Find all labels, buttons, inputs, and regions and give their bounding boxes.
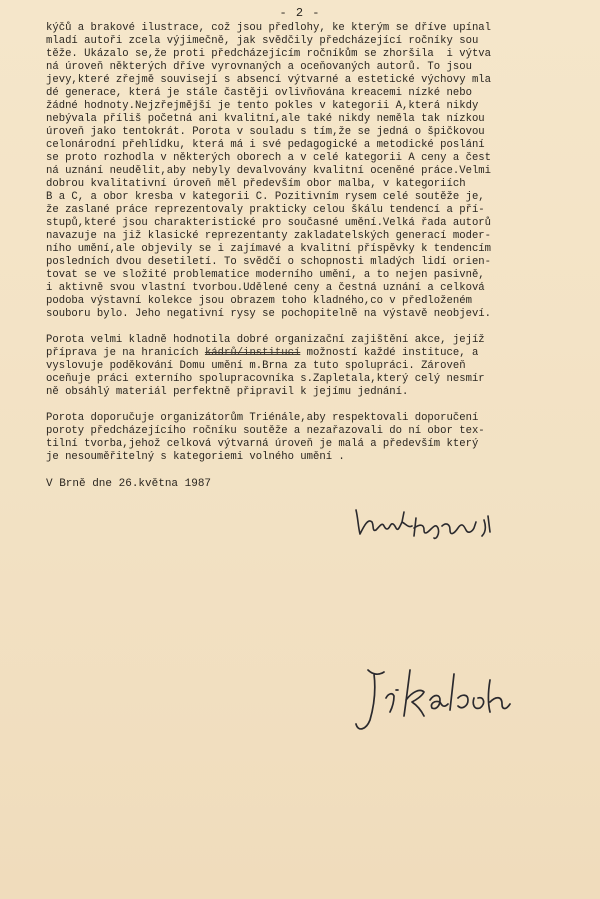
paragraph-2 <box>46 334 600 399</box>
text-line: se proto rozhodla v některých oborech a v celé kategorii A ceny a čest <box>46 152 492 164</box>
paragraph-spacer <box>46 399 600 412</box>
text-line: souboru bylo. Jeho negativní rysy se pochopitelně na výstavě neobjeví. <box>46 308 492 320</box>
text-line: těže. Ukázalo se,že proti předcházejícím ročníkům se zhoršila i výtva <box>46 48 492 60</box>
struck-text: kádrů/institucí <box>204 347 301 359</box>
text-line: mladí autoři zcela výjimečně, jak svědčily předcházející ročníky sou <box>46 35 479 47</box>
text-segment: příprava je na hranicích <box>46 347 205 359</box>
handwritten-signature-1 <box>350 496 530 546</box>
text-line: stupů,které jsou charakteristické pro současné umění.Velká řada autorů <box>46 217 492 229</box>
text-line: jevy,které zřejmě souvisejí s absencí výtvarné a estetické výchovy mla <box>46 74 492 86</box>
text-line: ního umění,ale objevily se i zajímavé a kvalitní příspěvky k tendencím <box>46 243 492 255</box>
text-line: že zaslané práce reprezentovaly prakticky celou škálu tendencí a pří- <box>46 204 485 216</box>
text-line: je nesouměřitelný s kategoriemi volného umění . <box>46 451 345 463</box>
text-line: B a C, a obor kresba v kategorii C. Pozitivním rysem celé soutěže je, <box>46 191 485 203</box>
text-line: tilní tvorba,jehož celková výtvarná úroveň je malá a především který <box>46 438 479 450</box>
text-line: ná uznání neudělit,aby nebyly devalvovány kvalitní oceněné práce.Velmi <box>46 165 492 177</box>
text-line: celonárodní přehlídku, která má i své pedagogické a metodické poslání <box>46 139 485 151</box>
text-line: vyslovuje poděkování Domu umění m.Brna za tuto spolupráci. Zároveň <box>46 360 466 372</box>
text-line: i aktivně svou vlastní tvorbou.Udělené ceny a čestná uznání a celková <box>46 282 485 294</box>
text-line: navazuje na již klasické reprezentanty zakladatelských generací moder- <box>46 230 492 242</box>
paragraph-spacer <box>46 321 600 334</box>
text-line: posledních dvou desetiletí. To svědčí o schopnosti mladých lidí orien- <box>46 256 492 268</box>
text-line: kýčů a brakové ilustrace, což jsou předlohy, ke kterým se dříve upínal <box>46 22 492 34</box>
paragraph-1 <box>46 22 600 321</box>
text-line: dé generace, která je stále častěji ovlivňována kreacemi nízké nebo <box>46 87 472 99</box>
text-line: nebývala příliš početná ani kvalitní,ale také nikdy neměla tak nízkou <box>46 113 485 125</box>
signature-2 <box>350 660 540 740</box>
text-line: poroty předcházejícího ročníku soutěže a nezařazovali do ní obor tex- <box>46 425 485 437</box>
paragraph-3 <box>46 412 600 464</box>
page-number: - 2 - <box>279 6 321 20</box>
text-line: dobrou kvalitativní úroveň měl především obor malba, v kategoriích <box>46 178 466 190</box>
text-line: Porota velmi kladně hodnotila dobré organizační zajištění akce, jejíž <box>46 334 485 346</box>
text-line-with-strike <box>46 347 600 360</box>
text-line: podoba výstavní kolekce jsou obrazem toho kladného,co v předloženém <box>46 295 472 307</box>
text-line: ně obsáhlý materiál perfektně připravil k jejímu jednání. <box>46 386 409 398</box>
body-text <box>46 22 600 464</box>
handwritten-signature-2 <box>350 660 540 740</box>
text-segment: možností každé instituce, a <box>300 347 479 359</box>
text-line: ná úroveň některých dříve vyrovnaných a oceňovaných autorů. To jsou <box>46 61 472 73</box>
signature-1 <box>350 496 530 546</box>
date-line: V Brně dne 26.května 1987 <box>46 478 212 490</box>
text-line: tovat se ve složité problematice moderního umění, a to nejen pasivně, <box>46 269 485 281</box>
text-line: oceňuje práci externího spolupracovníka s.Zapletala,který celý nesmír <box>46 373 485 385</box>
text-line: žádné hodnoty.Nejzřejmější je tento pokles v kategorii A,která nikdy <box>46 100 479 112</box>
text-line: Porota doporučuje organizátorům Triénále,aby respektovali doporučení <box>46 412 479 424</box>
text-line: úroveň jako tentokrát. Porota v souladu s tím,že se jedná o špičkovou <box>46 126 485 138</box>
